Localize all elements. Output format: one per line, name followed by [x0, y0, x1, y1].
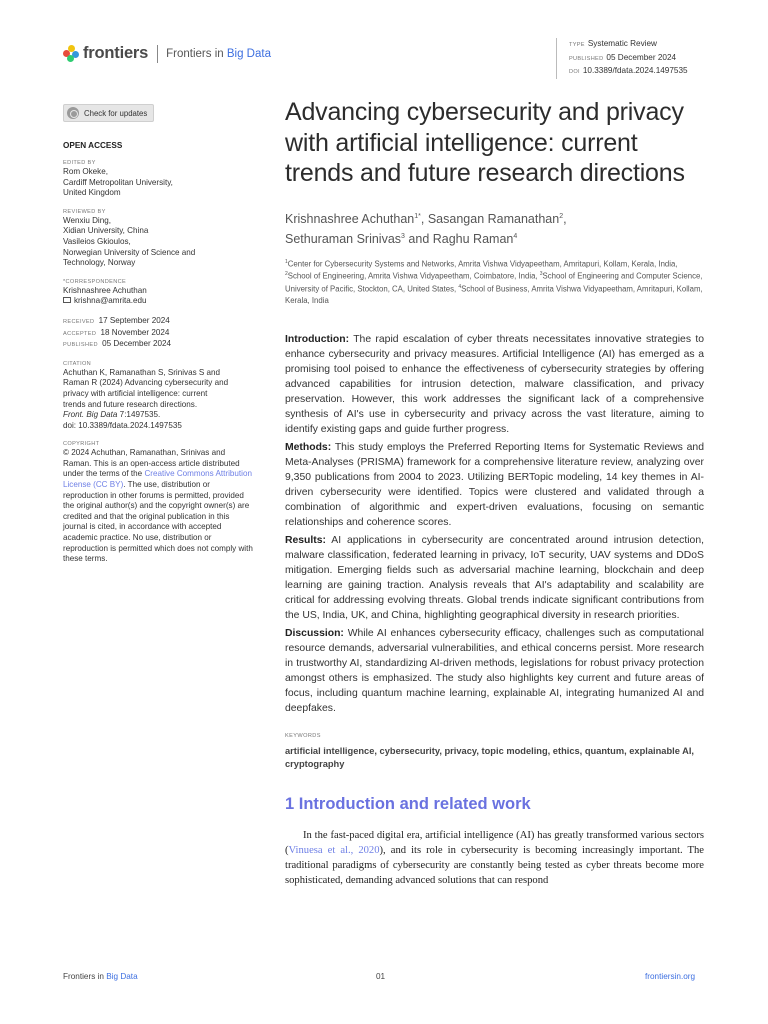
author[interactable]: Sasangan Ramanathan$^2$ — [427, 211, 564, 226]
article-main — [285, 97, 704, 888]
section-heading: 1 Introduction and related work — [285, 794, 531, 813]
logo-divider — [157, 45, 158, 63]
copyright-label: COPYRIGHT — [63, 441, 100, 448]
keywords: artificial intelligence, cybersecurity, privacy, topic modeling, ethics, quantum, explainable AI, cryptography — [285, 745, 695, 769]
footer-site-link[interactable]: frontiersin.org — [645, 972, 696, 981]
article-type: TYPE Systematic Review — [569, 39, 657, 48]
received-date: RECEIVED 17 September 2024 — [63, 315, 170, 325]
citation: Achuthan K, Ramanathan S, Srinivas S and Raman R (2024) Advancing cybersecurity and privacy with artificial intelligence: current trends and future research directions. Front. Big Data 7:1497535. doi: 10.3389/fdata.2024.1497535 — [63, 367, 229, 430]
journal-name[interactable]: Frontiers in Big Data — [166, 47, 271, 60]
refresh-icon — [67, 107, 79, 119]
cc-by-license-link[interactable]: Creative Commons Attribution License (CC BY) — [63, 469, 252, 490]
reviewed-by-label: REVIEWED BY — [63, 208, 106, 215]
article-doi: DOI 10.3389/fdata.2024.1497535 — [569, 66, 688, 75]
check-for-updates-button[interactable]: Check for updates — [63, 104, 154, 122]
citation-label: CITATION — [63, 360, 92, 367]
citation-link[interactable]: Vinuesa et al., 2020 — [288, 844, 380, 856]
page-number: 01 — [376, 972, 386, 981]
intro-paragraph: In the fast-paced digital era, artificial intelligence (AI) has greatly transformed various sectors (Vinuesa et al., 2020), and its role in cybersecurity is becoming increasingly important. The traditional paradigms of cybersecurity are constantly being tested as cyber threats become more sophisticated, demanding advanced solutions that can respond — [285, 829, 704, 886]
logo-wordmark: frontiers — [83, 44, 149, 62]
keywords-label: KEYWORDS — [285, 732, 321, 739]
article-sidebar — [63, 104, 255, 565]
article-published: PUBLISHED 05 December 2024 — [569, 52, 677, 62]
correspondence: Krishnashree Achuthan krishna@amrita.edu — [63, 285, 147, 306]
affiliations: $^1$Center for Cybersecurity Systems and Networks, Amrita Vishwa Vidyapeetham, Amritapuri, Kollam, Kerala, India, $^2$School of Engineering, Amrita Vishwa Vidyapeetham, Coimbatore, India, $^3$School of Engineering and Computer Science, University of Pacific, Stockton, CA, United States, $^4$School of Business, Amrita Vishwa Vidyapeetham, Amritapuri, Kollam, Kerala, India — [285, 258, 703, 305]
author-list: Krishnashree Achuthan$^{1*}$, Sasangan Ramanathan$^2$, Sethuraman Srinivas$^3$ and Raghu Raman$^4$ — [285, 211, 567, 246]
abstract — [285, 332, 704, 716]
edited-by: Rom Okeke, Cardiff Metropolitan University, United Kingdom — [63, 167, 173, 198]
article-title: Advancing cybersecurity and privacy with artificial intelligence: current trends and future research directions — [285, 98, 685, 187]
edited-by-label: EDITED BY — [63, 160, 96, 166]
abstract-discussion: Discussion: While AI enhances cybersecurity efficacy, challenges such as computational resource demands, adversarial vulnerabilities, and ethical concerns persist. More research in trustworthy AI, standardizing AI-driven methods, legislations for robust privacy protection amongst others is emphasized. The study also highlights key current and future areas of focus, including quantum machine learning, explainable AI, integrating humanized AI and deepfakes. — [285, 627, 704, 714]
abstract-results: Results: AI applications in cybersecurity are concentrated around intrusion detection, malware classification, federated learning in privacy, IoT security, UAV systems and DDoS mitigation. Emerging fields such as adversarial machine learning, blockchain and deep learning are gaining traction. Analysis reveals that AI's adaptability and scalability are critical for addressing evolving threats. Global trends indicate significant contributions from the US, India, UK, and China, highlighting geographical diversity in research priorities. — [285, 534, 704, 621]
open-access-label: OPEN ACCESS — [63, 141, 123, 150]
accepted-date: ACCEPTED 18 November 2024 — [63, 327, 170, 337]
published-date: PUBLISHED 05 December 2024 — [63, 339, 171, 349]
copyright: © 2024 Achuthan, Ramanathan, Srinivas and Raman. This is an open-access article distributed under the terms of the Creative Commons Attribution License (CC BY). The use, distribution or reproduction in other forums is permitted, provided the original author(s) and the copyright owner(s) are credited and that the original publication in this journal is cited, in accordance with accepted academic practice. No use, distribution or reproduction is permitted which does not comply with these terms. — [63, 448, 253, 564]
correspondence-label: *CORRESPONDENCE — [63, 278, 127, 285]
article-dates — [63, 316, 255, 351]
frontiers-logo[interactable] — [63, 44, 271, 63]
frontiers-logo-icon — [63, 45, 79, 63]
abstract-introduction: Introduction: The rapid escalation of cyber threats necessitates innovative strategies to enhance cybersecurity and privacy measures. Artificial Intelligence (AI) has emerged as a promising tool poised to enhance the effectiveness of cybersecurity strategies by offering advanced capabilities for intrusion detection, malware classification, and privacy preservation. However, this work addresses the significant lack of a comprehensive synthesis of AI's use in cybersecurity and privacy across the vast literature, aiming to identify existing gaps and guide further progress. — [285, 333, 704, 435]
abstract-methods: Methods: This study employs the Preferred Reporting Items for Systematic Reviews and Meta-Analyses (PRISMA) framework for a comprehensive literature review, analyzing over 9,350 publications from 2004 to 2023. Utilizing BERTopic modeling, 14 key themes in AI-driven cybersecurity were identified. Topics were clustered and validated through a combination of algorithmic and expert-driven evaluations, focusing on semantic relationships and coherence scores. — [285, 441, 704, 528]
footer-journal[interactable]: Frontiers in Big Data — [63, 972, 138, 981]
reviewed-by: Wenxiu Ding, Xidian University, China Vasileios Gkioulos, Norwegian University of Science and Technology, Norway — [63, 215, 196, 268]
correspondence-email[interactable]: krishna@amrita.edu — [74, 296, 147, 306]
article-meta — [556, 38, 688, 79]
author[interactable]: Raghu Raman$^4$ — [432, 231, 518, 246]
author[interactable]: Sethuraman Srinivas$^3$ — [285, 231, 405, 246]
author[interactable]: Krishnashree Achuthan$^{1*}$ — [285, 211, 421, 226]
mail-icon — [63, 297, 71, 303]
